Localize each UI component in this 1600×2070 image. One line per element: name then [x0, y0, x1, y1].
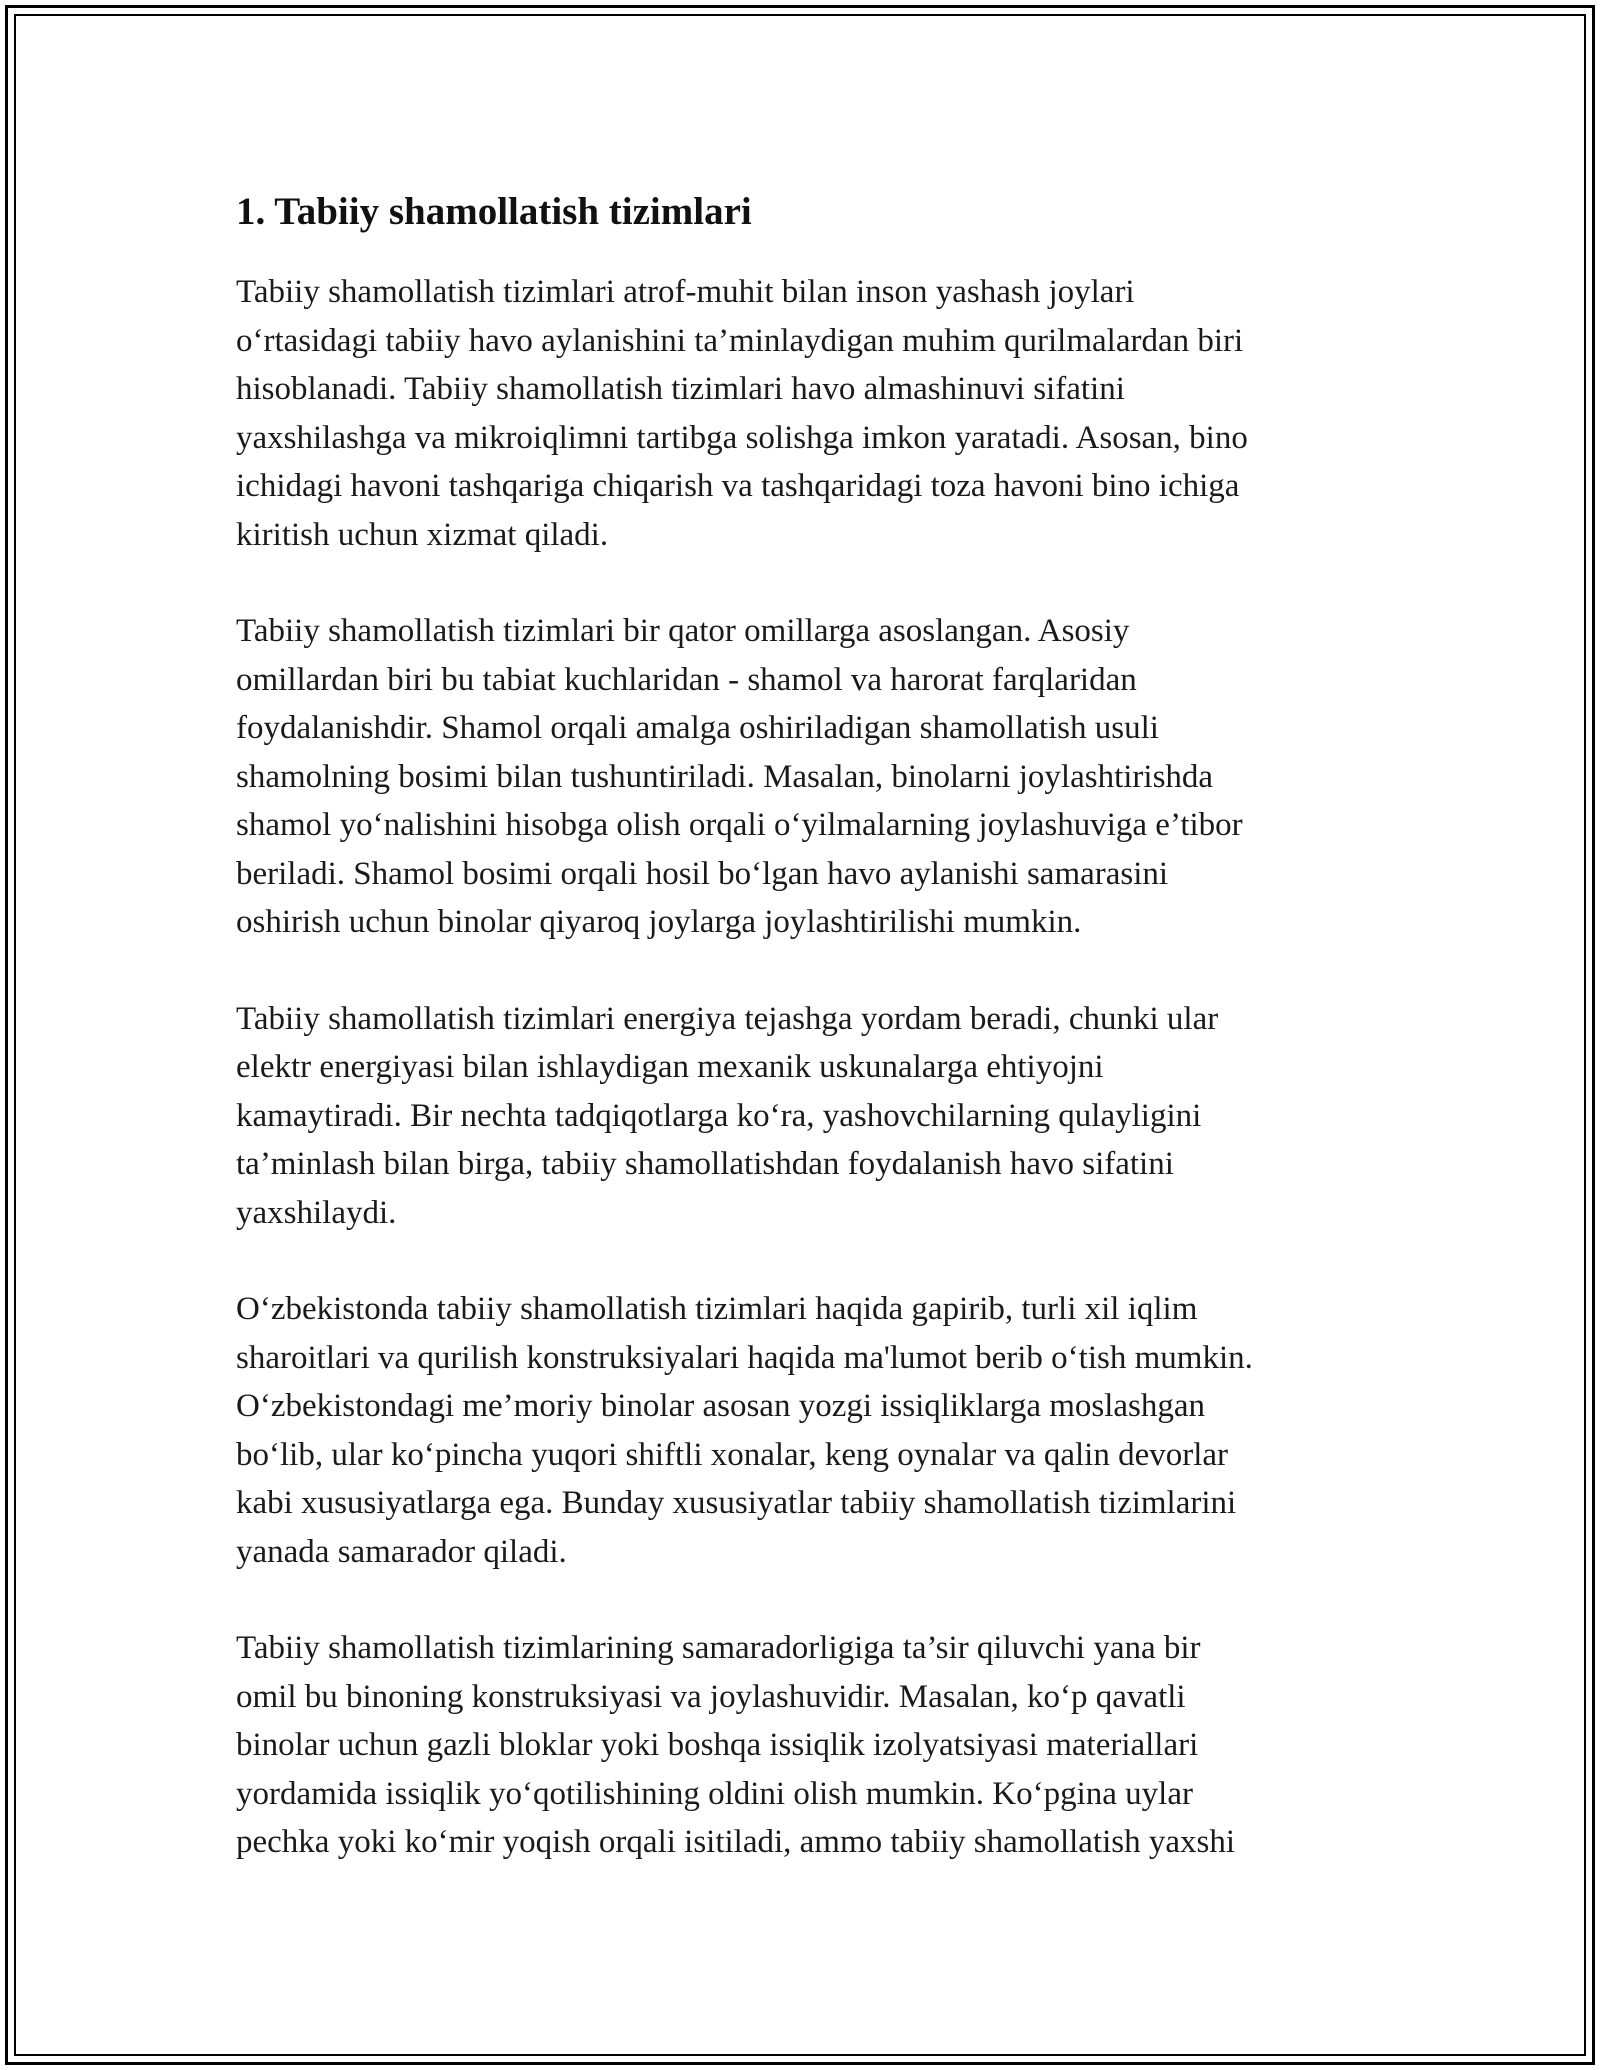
text-line: yaxshilaydi.: [236, 1194, 397, 1231]
section-heading: 1. Tabiiy shamollatish tizimlari: [236, 190, 752, 233]
text-line: pechka yoki ko‘mir yoqish orqali isitiladi, ammo tabiiy shamollatish yaxshi: [236, 1824, 1236, 1860]
text-line: shamol yo‘nalishini hisobga olish orqali o‘yilmalarning joylashuviga e’tibor: [236, 807, 1243, 843]
paragraph-5: [236, 1624, 1376, 1867]
text-line: elektr energiyasi bilan ishlaydigan mexanik uskunalarga ehtiyojni: [236, 1049, 1104, 1085]
document-body: [236, 184, 1376, 1915]
text-line: kamaytiradi. Bir nechta tadqiqotlarga ko‘ra, yashovchilarning qulayligini: [236, 1097, 1202, 1134]
text-line: yaxshilashga va mikroiqlimni tartibga solishga imkon yaratadi. Asosan, bino: [236, 419, 1248, 456]
text-line: ta’minlash bilan birga, tabiiy shamollatishdan foydalanish havo sifatini: [236, 1146, 1174, 1182]
text-line: yordamida issiqlik yo‘qotilishining oldini olish mumkin. Ko‘pgina uylar: [236, 1775, 1193, 1812]
paragraph-4: [236, 1285, 1376, 1576]
text-line: o‘rtasidagi tabiiy havo aylanishini ta’minlaydigan muhim qurilmalardan biri: [236, 322, 1244, 359]
text-line: oshirish uchun binolar qiyaroq joylarga joylashtirilishi mumkin.: [236, 904, 1082, 940]
text-line: kiritish uchun xizmat qiladi.: [236, 516, 609, 553]
text-line: hisoblanadi. Tabiiy shamollatish tizimlari havo almashinuvi sifatini: [236, 371, 1125, 407]
text-line: sharoitlari va qurilish konstruksiyalari haqida ma'lumot berib o‘tish mumkin.: [236, 1339, 1253, 1376]
paragraph-2: [236, 607, 1376, 947]
text-line: Tabiiy shamollatish tizimlari energiya tejashga yordam beradi, chunki ular: [236, 1000, 1219, 1037]
text-line: ichidagi havoni tashqariga chiqarish va tashqaridagi toza havoni bino ichiga: [236, 468, 1240, 504]
text-line: O‘zbekistonda tabiiy shamollatish tizimlari haqida gapirib, turli xil iqlim: [236, 1291, 1198, 1327]
text-line: omil bu binoning konstruksiyasi va joylashuvidir. Masalan, ko‘p qavatli: [236, 1678, 1186, 1715]
text-line: bo‘lib, ular ko‘pincha yuqori shiftli xonalar, keng oynalar va qalin devorlar: [236, 1436, 1229, 1473]
text-line: O‘zbekistondagi me’moriy binolar asosan yozgi issiqliklarga moslashgan: [236, 1388, 1206, 1424]
text-line: beriladi. Shamol bosimi orqali hosil bo‘lgan havo aylanishi samarasini: [236, 855, 1169, 892]
text-line: omillardan biri bu tabiat kuchlaridan - shamol va harorat farqlaridan: [236, 661, 1137, 698]
text-line: Tabiiy shamollatish tizimlarining samaradorligiga ta’sir qiluvchi yana bir: [236, 1630, 1201, 1666]
text-line: Tabiiy shamollatish tizimlari atrof-muhit bilan inson yashash joylari: [236, 274, 1135, 310]
text-line: shamolning bosimi bilan tushuntiriladi. Masalan, binolarni joylashtirishda: [236, 758, 1214, 795]
text-line: foydalanishdir. Shamol orqali amalga oshiriladigan shamollatish usuli: [236, 710, 1159, 746]
paragraph-3: [236, 995, 1376, 1238]
text-line: binolar uchun gazli bloklar yoki boshqa issiqlik izolyatsiyasi materiallari: [236, 1727, 1199, 1763]
text-line: kabi xususiyatlarga ega. Bunday xususiyatlar tabiiy shamollatish tizimlarini: [236, 1485, 1237, 1521]
text-line: Tabiiy shamollatish tizimlari bir qator omillarga asoslangan. Asosiy: [236, 613, 1130, 649]
paragraph-1: [236, 268, 1376, 559]
text-line: yanada samarador qiladi.: [236, 1533, 567, 1570]
